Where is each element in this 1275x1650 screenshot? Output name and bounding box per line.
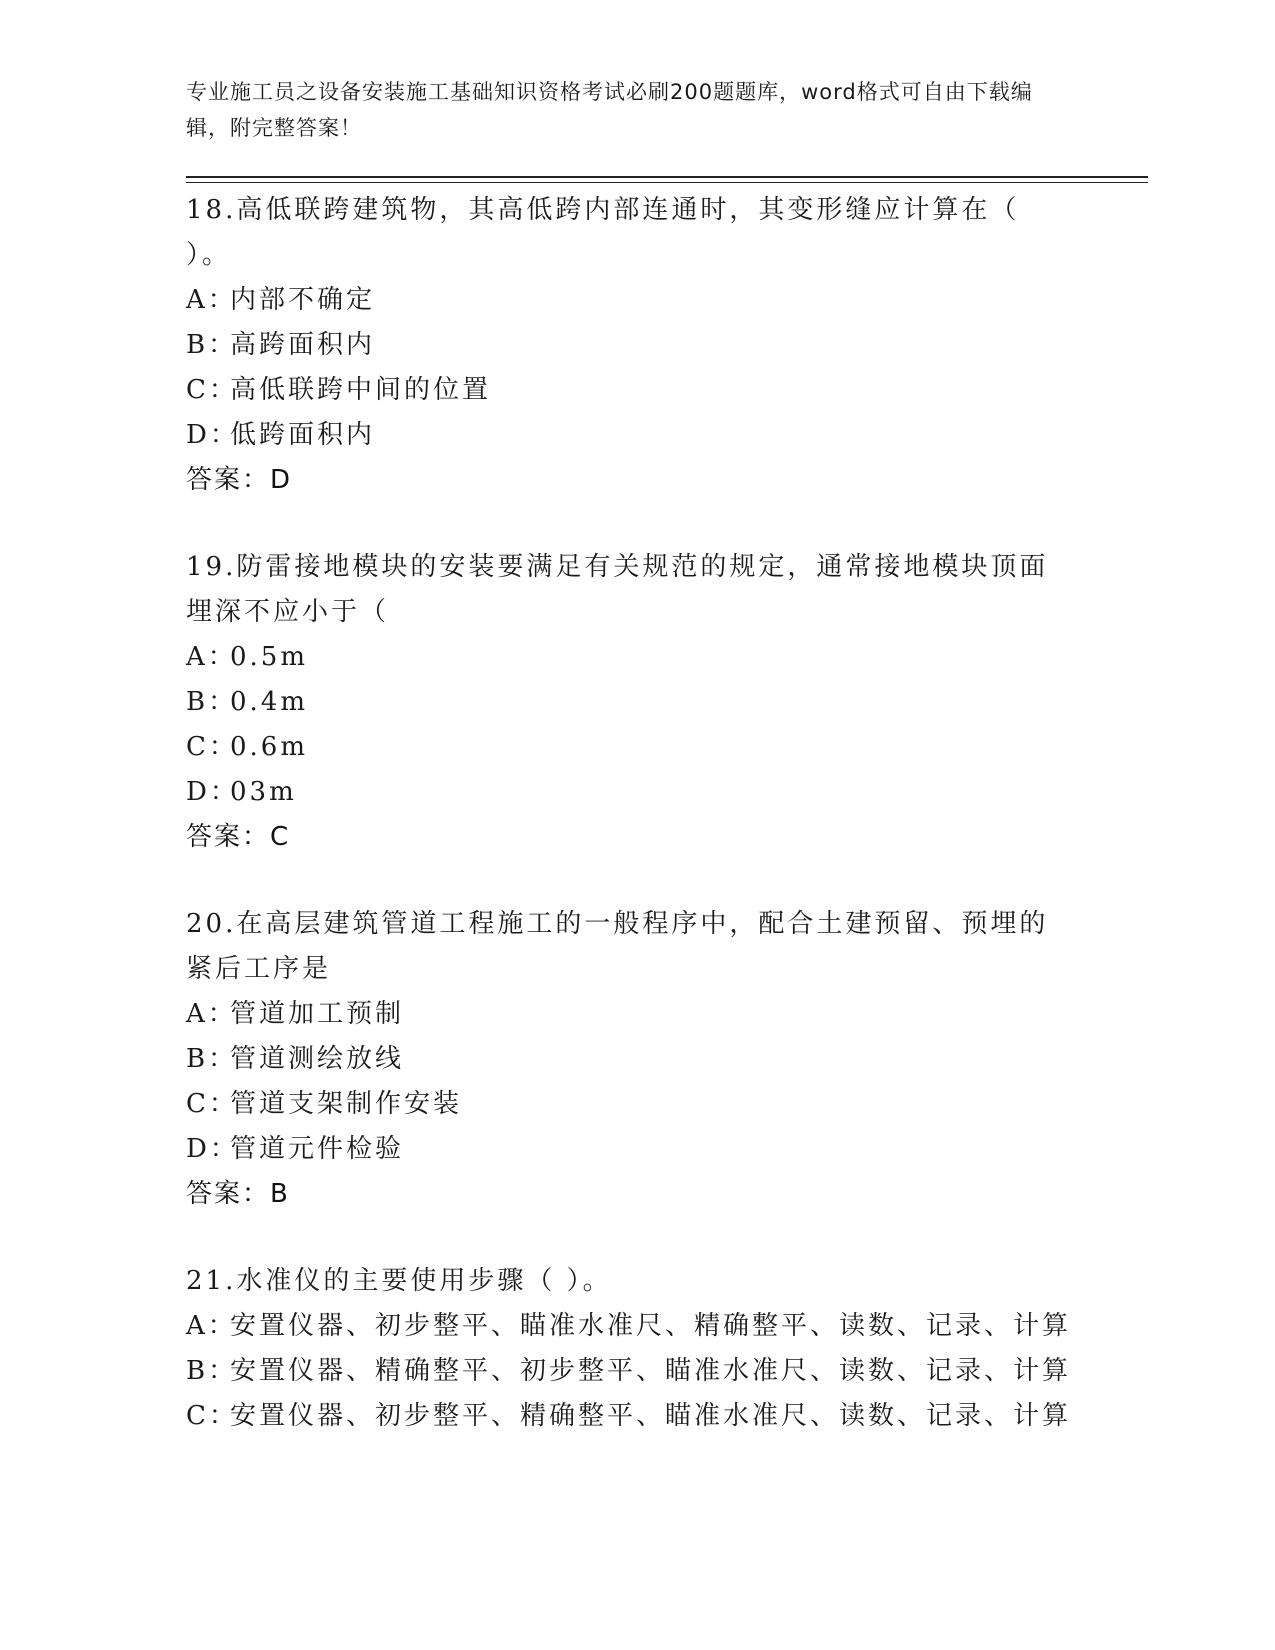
header-divider-thin [186,182,1148,183]
option-text: 安置仪器、精确整平、初步整平、瞄准水准尺、读数、记录、计算 [230,1356,1072,1386]
option-letter: A： [186,285,237,315]
option-b [186,323,1066,368]
option-d [186,770,1066,815]
option-letter: C： [186,1089,238,1119]
option-letter: B： [186,330,238,360]
header-divider-thick [186,176,1148,178]
answer-line [186,815,1066,860]
option-a [186,278,1066,323]
option-c [186,725,1066,770]
option-letter: C： [186,732,238,762]
question-20 [186,902,1066,1217]
question-18 [186,188,1066,503]
option-a [186,992,1066,1037]
option-text: 管道测绘放线 [230,1044,405,1074]
option-text: 管道元件检验 [230,1134,405,1164]
answer-label: 答案： [186,1179,271,1209]
option-text: 内部不确定 [230,285,376,315]
question-text: 19.防雷接地模块的安装要满足有关规范的规定，通常接地模块顶面埋深不应小于（ [186,552,1049,627]
option-letter: C： [186,1401,238,1431]
option-text: 安置仪器、初步整平、精确整平、瞄准水准尺、读数、记录、计算 [230,1401,1072,1431]
option-letter: B： [186,1044,238,1074]
option-text: 低跨面积内 [230,420,376,450]
question-list [186,188,1072,1481]
option-letter: D： [186,420,239,450]
option-letter: A： [186,1311,237,1341]
option-letter: C： [186,375,238,405]
option-b [186,680,1066,725]
answer-label: 答案： [186,822,271,852]
option-text: 管道加工预制 [230,999,405,1029]
question-text: 20.在高层建筑管道工程施工的一般程序中，配合土建预留、预埋的紧后工序是 [186,909,1049,984]
option-b [186,1037,1066,1082]
question-19 [186,545,1066,860]
answer-value: B [270,1179,290,1209]
answer-line [186,458,1066,503]
option-text: 高低联跨中间的位置 [230,375,492,405]
option-d [186,413,1066,458]
option-a [186,635,1066,680]
question-21 [186,1259,1072,1439]
option-c [186,368,1066,413]
option-letter: B： [186,1356,238,1386]
option-letter: A： [186,999,237,1029]
option-d [186,1127,1066,1172]
option-c [186,1394,1072,1439]
option-text: 0.6m [230,732,309,762]
option-text: 高跨面积内 [230,330,376,360]
answer-value: C [270,822,291,852]
option-c [186,1082,1066,1127]
option-letter: D： [186,1134,239,1164]
option-text: 0.5m [230,642,309,672]
option-text: 安置仪器、初步整平、瞄准水准尺、精确整平、读数、记录、计算 [230,1311,1072,1341]
option-letter: A： [186,642,237,672]
document-header: 专业施工员之设备安装施工基础知识资格考试必刷200题题库，word格式可自由下载编辑，附完整答案！ [186,80,1033,140]
question-text: 18.高低联跨建筑物，其高低跨内部连通时，其变形缝应计算在（ ）。 [186,195,1020,270]
option-letter: D： [186,777,239,807]
option-letter: B： [186,687,238,717]
option-text: 03m [230,777,297,807]
option-b [186,1349,1072,1394]
question-text: 21.水准仪的主要使用步骤（ ）。 [186,1266,612,1296]
option-text: 0.4m [230,687,309,717]
option-a [186,1304,1072,1349]
option-text: 管道支架制作安装 [230,1089,463,1119]
answer-line [186,1172,1066,1217]
answer-label: 答案： [186,465,271,495]
answer-value: D [270,465,293,495]
